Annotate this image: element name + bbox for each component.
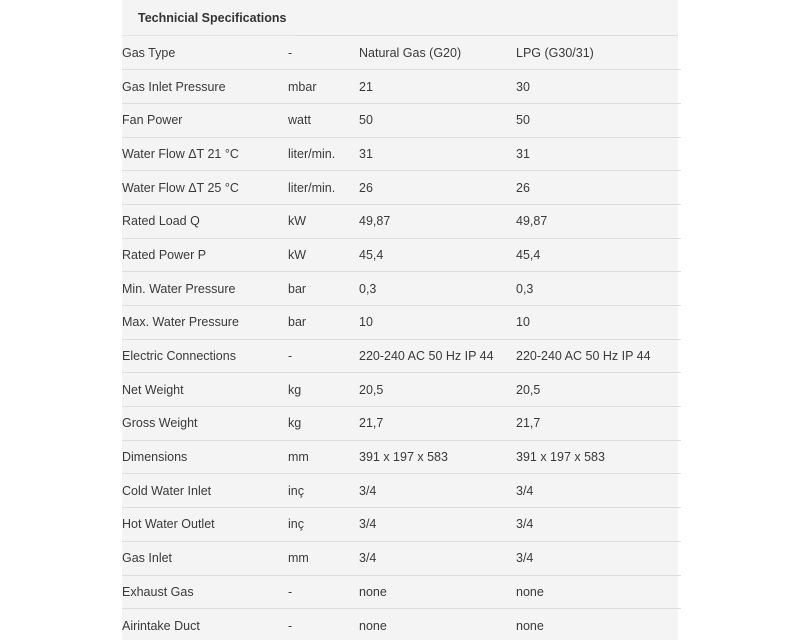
- spec-unit-cell: -: [288, 339, 359, 373]
- spec-lpg-cell: 49,87: [516, 204, 681, 238]
- spec-name-cell: Water Flow ΔT 25 °C: [122, 171, 288, 205]
- spec-name-cell: Exhaust Gas: [122, 575, 288, 609]
- spec-name-cell: Fan Power: [122, 103, 288, 137]
- specifications-table-body: [122, 36, 681, 642]
- spec-unit-cell: -: [288, 36, 359, 70]
- spec-natural-gas-cell: Natural Gas (G20): [359, 36, 516, 70]
- table-row: [122, 541, 681, 575]
- spec-name-cell: Hot Water Outlet: [122, 508, 288, 542]
- spec-name-cell: Water Flow ΔT 21 °C: [122, 137, 288, 171]
- spec-name-cell: Gas Inlet: [122, 541, 288, 575]
- spec-natural-gas-cell: 3/4: [359, 541, 516, 575]
- title-divider: [295, 35, 678, 36]
- spec-natural-gas-cell: 26: [359, 171, 516, 205]
- spec-name-cell: Max. Water Pressure: [122, 306, 288, 340]
- table-row: [122, 339, 681, 373]
- table-row: [122, 171, 681, 205]
- table-row: [122, 306, 681, 340]
- spec-natural-gas-cell: 31: [359, 137, 516, 171]
- spec-unit-cell: kg: [288, 407, 359, 441]
- spec-unit-cell: kg: [288, 373, 359, 407]
- spec-natural-gas-cell: 3/4: [359, 474, 516, 508]
- spec-name-cell: Rated Load Q: [122, 204, 288, 238]
- table-row: [122, 609, 681, 642]
- spec-unit-cell: bar: [288, 306, 359, 340]
- spec-name-cell: Electric Connections: [122, 339, 288, 373]
- spec-natural-gas-cell: none: [359, 618, 387, 633]
- spec-lpg-cell: 21,7: [516, 407, 681, 441]
- spec-lpg-cell: 10: [516, 306, 681, 340]
- spec-natural-gas-cell: 220-240 AC 50 Hz IP 44: [359, 339, 516, 373]
- spec-unit-cell: mm: [288, 541, 359, 575]
- spec-unit-cell: inç: [288, 508, 359, 542]
- table-row: [122, 508, 681, 542]
- spec-lpg-cell: 0,3: [516, 272, 681, 306]
- spec-unit-cell: liter/min.: [288, 171, 359, 205]
- spec-unit-cell: kW: [288, 238, 359, 272]
- spec-unit-cell: -: [288, 618, 293, 633]
- table-row: [122, 204, 681, 238]
- spec-name-cell: Gross Weight: [122, 407, 288, 441]
- specifications-panel: [122, 0, 678, 640]
- spec-name-cell: Dimensions: [122, 440, 288, 474]
- spec-lpg-cell: 45,4: [516, 238, 681, 272]
- spec-lpg-cell: 31: [516, 137, 681, 171]
- specifications-table: [122, 36, 681, 642]
- spec-lpg-cell: 391 x 197 x 583: [516, 440, 681, 474]
- spec-lpg-cell: 220-240 AC 50 Hz IP 44: [516, 339, 681, 373]
- spec-unit-cell: bar: [288, 272, 359, 306]
- spec-lpg-cell: none: [516, 575, 681, 609]
- spec-unit-cell: -: [288, 575, 359, 609]
- spec-name-cell: Min. Water Pressure: [122, 272, 288, 306]
- spec-unit-cell: inç: [288, 474, 359, 508]
- table-row: [122, 474, 681, 508]
- table-row: [122, 103, 681, 137]
- spec-lpg-cell: 26: [516, 171, 681, 205]
- spec-natural-gas-cell: 10: [359, 306, 516, 340]
- spec-natural-gas-cell: 3/4: [359, 508, 516, 542]
- spec-natural-gas-cell: 391 x 197 x 583: [359, 440, 516, 474]
- spec-natural-gas-cell: 50: [359, 103, 516, 137]
- spec-lpg-cell: 20,5: [516, 373, 681, 407]
- spec-unit-cell: liter/min.: [288, 137, 359, 171]
- spec-name-cell: Net Weight: [122, 373, 288, 407]
- table-row: [122, 137, 681, 171]
- spec-lpg-cell: 3/4: [516, 541, 681, 575]
- spec-lpg-cell: 3/4: [516, 474, 681, 508]
- spec-natural-gas-cell: 21: [359, 70, 516, 104]
- spec-lpg-cell: 3/4: [516, 508, 681, 542]
- spec-unit-cell: watt: [288, 103, 359, 137]
- table-row: [122, 70, 681, 104]
- spec-lpg-cell: 50: [516, 103, 681, 137]
- spec-lpg-cell: 30: [516, 70, 681, 104]
- title-divider-left: [122, 35, 295, 36]
- spec-name-cell: Cold Water Inlet: [122, 474, 288, 508]
- specifications-title-row: [122, 0, 678, 36]
- spec-lpg-cell: none: [516, 618, 544, 633]
- spec-name-cell: Gas Type: [122, 36, 288, 70]
- specifications-title: Technicial Specifications: [138, 11, 287, 25]
- table-row: [122, 440, 681, 474]
- spec-natural-gas-cell: 21,7: [359, 407, 516, 441]
- spec-natural-gas-cell: 0,3: [359, 272, 516, 306]
- table-row: [122, 272, 681, 306]
- table-row: [122, 373, 681, 407]
- spec-name-cell: Rated Power P: [122, 238, 288, 272]
- spec-natural-gas-cell: 49,87: [359, 204, 516, 238]
- spec-unit-cell: mm: [288, 440, 359, 474]
- spec-lpg-cell: LPG (G30/31): [516, 36, 681, 70]
- spec-natural-gas-cell: none: [359, 575, 516, 609]
- spec-name-cell: Gas Inlet Pressure: [122, 70, 288, 104]
- spec-natural-gas-cell: 45,4: [359, 238, 516, 272]
- spec-natural-gas-cell: 20,5: [359, 373, 516, 407]
- table-row: [122, 238, 681, 272]
- spec-unit-cell: mbar: [288, 70, 359, 104]
- spec-unit-cell: kW: [288, 204, 359, 238]
- spec-name-cell: Airintake Duct: [122, 618, 200, 633]
- table-row: [122, 575, 681, 609]
- table-row: [122, 36, 681, 70]
- table-row: [122, 407, 681, 441]
